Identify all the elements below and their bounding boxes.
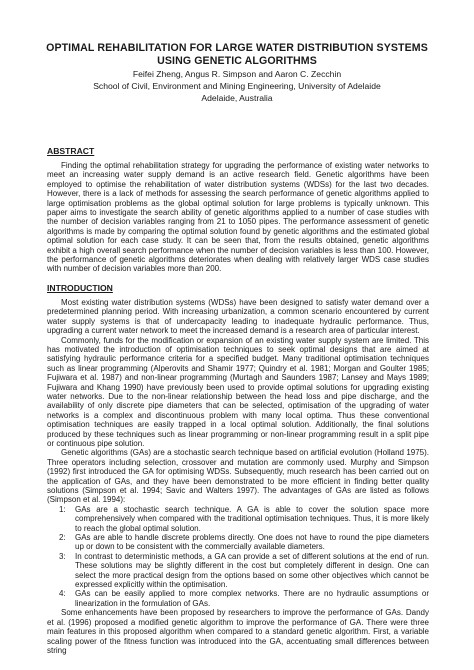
intro-paragraph-2: Commonly, funds for the modification or expansion of an existing water supply system are limited. This has motivated the introduction of optimisation techniques to seek optimal designs that are aimed at satisfying hydraulic performance criteria for a specified budget. Many traditional optimisation techniques such as linear programming (Alperovits and Shamir 1977; Quindry et al. 1981; Morgan and Goulter 1985; Fujiwara et al. 1987) and non-linear programming (Murtagh and Saunders 1987; Lansey and Mays 1989; Fujiwara and Khang 1990) have previously been used to provide optimal solutions for upgrading existing water networks. Due to the non-linear relationship between the head loss and pipe discharge, and the availability of only discrete pipe diameters that can be selected, optimisation of the upgrading of water networks is a complex and discontinuous problem with many local optima. Thus these conventional optimisation techniques are easily trapped in a local optimal solution. Additionally, the final solutions produced by these techniques such as linear programming or non-linear programming result in a split pipe or continuous pipe solution. xyxy=(47,335,429,448)
list-item-number: 2: xyxy=(59,533,66,543)
intro-paragraph-4: Some enhancements have been proposed by researchers to improve the performance of GAs. Dandy et al. (1996) proposed a modified genetic algorithm to improve the performance of GA. There were three main features in this proposed algorithm when compared to a standard genetic algorithm. First, a variable scaling power of the fitness function was introduced into the GA, accentuating small differences between string xyxy=(47,608,429,655)
list-item xyxy=(47,505,429,533)
list-item xyxy=(47,552,429,590)
list-item-text: GAs are able to handle discrete problems directly. One does not have to round the pipe diameters up or down to be consistent with the commercially available diameters. xyxy=(75,533,429,552)
abstract-heading: ABSTRACT xyxy=(47,146,95,156)
paper-title: OPTIMAL REHABILITATION FOR LARGE WATER DISTRIBUTION SYSTEMS USING GENETIC ALGORITHMS xyxy=(46,42,428,67)
list-item-text: In contrast to deterministic methods, a GA can provide a set of different solutions at the end of run. These solutions may be slightly different in the cost but completely different in design. One can select the more practical design from the options based on some other objectives which cannot be expressed explicitly within the optimisation. xyxy=(75,551,429,590)
section-spacer xyxy=(47,274,429,283)
list-item-number: 3: xyxy=(59,551,66,561)
list-item-text: GAs are a stochastic search technique. A GA is able to cover the solution space more comprehensively when compared with the traditional optimisation techniques. Thus, it is more likely to reach the global optimal solution. xyxy=(75,504,429,533)
paper-affiliation: School of Civil, Environment and Mining Engineering, University of Adelaide xyxy=(93,80,381,91)
list-item xyxy=(47,589,429,608)
abstract-text: Finding the optimal rehabilitation strategy for upgrading the performance of existing water networks to meet an increasing water supply demand is an active research field. Genetic algorithms have been employed to optimise the rehabilitation of water distribution systems (WDSs) for the last two decades. However, there is a lack of methods for assessing the search performance of genetic algorithms applied to large optimisation problems as the global optimal solution for large problems is typically unknown. This paper aims to investigate the search ability of genetic algorithms applied to a number of case studies with the number of decision variables ranging from 21 to 1050 pipes. The performance assessment of genetic algorithms is made by comparing the optimal solution found by genetic algorithms and the estimated global optimal solution for each case study. It can be seen that, from the results obtained, genetic algorithms exhibit a high overall search performance when the number of decision variables is less than 100. However, the performance of genetic algorithms deteriorates when dealing with relatively larger WDS case studies with number of decision variables more than 200. xyxy=(47,161,429,274)
paper-authors: Feifei Zheng, Angus R. Simpson and Aaron C. Zecchin xyxy=(132,69,342,79)
introduction-section xyxy=(47,283,429,655)
advantages-list xyxy=(47,505,429,608)
list-item-text: GAs can be easily applied to more complex networks. There are no hydraulic assumptions or linearization in the formulation of GAs. xyxy=(75,589,429,608)
intro-paragraph-3: Genetic algorithms (GAs) are a stochastic search technique based on artificial evolution (Holland 1975). Three operators including selection, crossover and mutation are commonly used. Murphy and Simpson (1992) first introduced the GA for optimising WDSs. Subsequently, much research has been carried out on the application of GAs, and they have been demonstrated to be more efficient in finding better quality solutions (Simpson et al. 1994; Savic and Walters 1997). The advantages of GAs are listed as follows (Simpson et al. 1994): xyxy=(47,448,429,505)
list-item-number: 4: xyxy=(59,589,66,599)
paper-location: Adelaide, Australia xyxy=(201,92,273,103)
paper-header xyxy=(0,42,474,104)
list-item xyxy=(47,533,429,552)
paper-body xyxy=(47,146,429,655)
introduction-heading: INTRODUCTION xyxy=(47,282,113,293)
list-item-number: 1: xyxy=(59,504,66,514)
intro-paragraph-1: Most existing water distribution systems (WDSs) have been designed to satisfy water demand over a predetermined planning period. With increasing urbanization, a common scenario encountered by current water supply systems is that of undercapacity leading to inadequate hydraulic performance. Thus, upgrading a current water network to meet the increased demand is a research area of particular interest. xyxy=(47,297,429,336)
abstract-section xyxy=(47,146,429,274)
